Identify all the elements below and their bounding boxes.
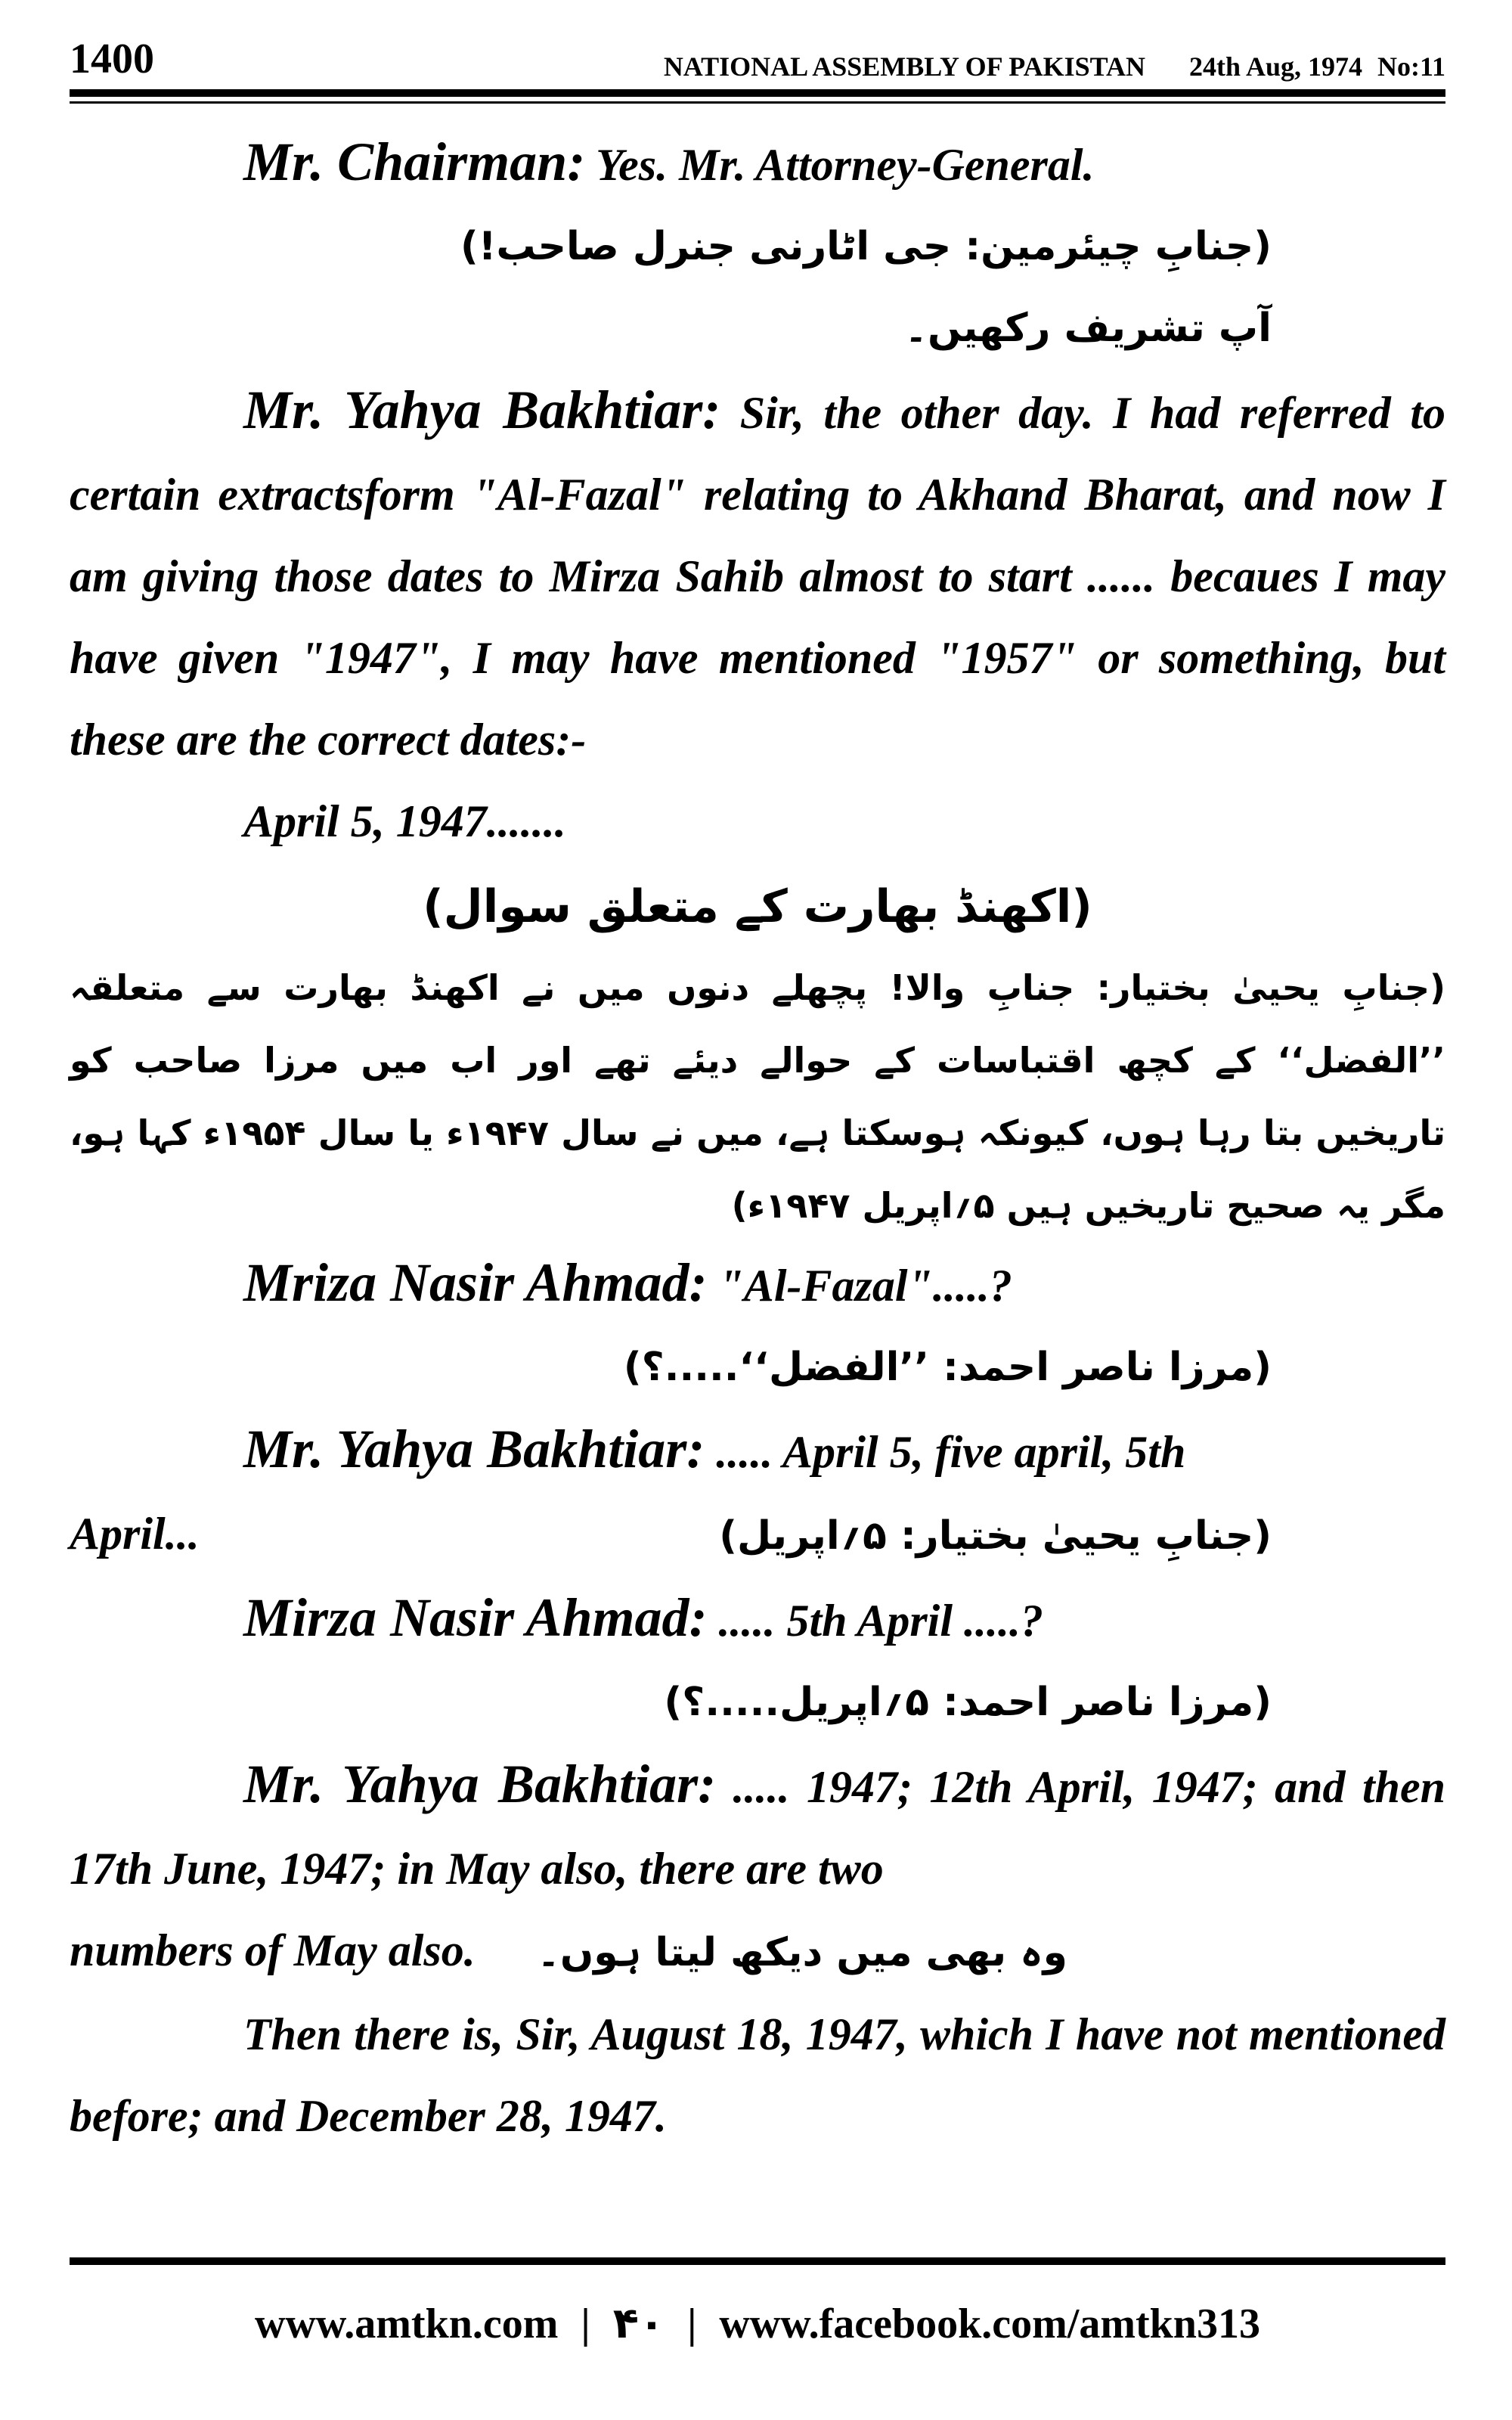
speech-text: Sir, the other day. I had referred to certain extractsform "Al-Fazal" relating to Akhand Bharat, and now I am giving those dates to Mirza Sahib almost to start ...... becaues I may have given "1947", I may have mentioned "1957" or something, but these are the correct dates:- (70, 388, 1446, 765)
footer-website-link[interactable]: www.amtkn.com (255, 2301, 559, 2347)
speaker-name: Mr. Yahya Bakhtiar: (243, 1419, 705, 1479)
paragraph-bakhtiar-3 (70, 1743, 1445, 1910)
speech-text: Yes. Mr. Attorney-General. (585, 140, 1095, 190)
speaker-name: Mriza Nasir Ahmad: (243, 1252, 708, 1313)
speech-text: "Al-Fazal".....? (707, 1261, 1012, 1311)
speaker-name: Mr. Yahya Bakhtiar: (243, 1754, 717, 1814)
urdu-line: (جنابِ چیئرمین: جی اٹارنی جنرل صاحب!) (460, 224, 1272, 269)
speech-text: numbers of May also. (70, 1925, 476, 1975)
footer-page-number: ۴۰ (612, 2299, 665, 2348)
mixed-line (70, 1493, 1445, 1577)
paragraph-nasir-1 (70, 1242, 1445, 1326)
header-date: 24th Aug, 1974 (1188, 51, 1362, 82)
page-body (70, 121, 1445, 2157)
footer-separator: | (687, 2301, 697, 2347)
speech-text: ..... April 5, five april, 5th (705, 1427, 1186, 1477)
urdu-line: (مرزا ناصر احمد: ۵؍اپریل.....؟) (664, 1680, 1272, 1725)
header-rule-thin (70, 101, 1445, 104)
urdu-line: وہ بھی میں دیکھ لیتا ہوں۔ (537, 1930, 1067, 1975)
urdu-paragraph: (جنابِ یحییٰ بختیار: جنابِ والا! پچھلے دنوں میں نے اکھنڈ بھارت سے متعلقہ ’’الفضل‘‘ کے کچھ اقتباسات کے حوالے دیئے تھے اور اب میں مرزا صاحب کو تاریخیں بتا رہا ہوں، کیونکہ ہوسکتا ہے، میں نے سال ۱۹۴۷ء یا سال ۱۹۵۴ء کہا ہو، مگر یہ صحیح تاریخیں ہیں ۵؍اپریل ۱۹۴۷ء) (70, 967, 1445, 1226)
page-number: 1400 (70, 36, 154, 82)
speaker-name: Mr. Yahya Bakhtiar: (243, 380, 721, 440)
page-footer (70, 2299, 1445, 2348)
mixed-line (70, 1910, 1445, 1993)
speech-text: ..... 1947; 12th April, 1947; and then 17th June, 1947; in May also, there are two (70, 1762, 1445, 1894)
urdu-heading: (اکھنڈ بھارت کے متعلق سوال) (423, 880, 1092, 933)
header-rule-thick (70, 89, 1445, 97)
speech-text: ..... 5th April .....? (707, 1596, 1044, 1646)
paragraph-nasir-2 (70, 1577, 1445, 1661)
urdu-line: (مرزا ناصر احمد: ’’الفضل‘‘.....؟) (623, 1345, 1272, 1390)
speaker-name: Mr. Chairman: (243, 132, 586, 192)
paragraph-chairman (70, 121, 1445, 206)
speech-text: April... (70, 1509, 200, 1559)
paragraph-bakhtiar-2 (70, 1408, 1445, 1493)
paragraph-bakhtiar-1 (70, 369, 1445, 780)
footer-facebook-link[interactable]: www.facebook.com/amtkn313 (719, 2301, 1260, 2347)
speaker-name: Mirza Nasir Ahmad: (243, 1587, 708, 1648)
footer-separator: | (581, 2301, 590, 2347)
publication-title: NATIONAL ASSEMBLY OF PAKISTAN (663, 51, 1145, 82)
date-line: April 5, 1947....... (243, 796, 566, 846)
header-info (664, 53, 1445, 80)
footer-rule (70, 2257, 1445, 2265)
header-issue: No:11 (1377, 51, 1445, 82)
page-header (70, 27, 1445, 80)
urdu-line: آپ تشریف رکھیں۔ (904, 306, 1272, 351)
urdu-line: (جنابِ یحییٰ بختیار: ۵؍اپریل) (719, 1513, 1272, 1559)
paragraph-closing: Then there is, Sir, August 18, 1947, which I have not mentioned before; and December 28, 1947. (70, 2009, 1445, 2141)
